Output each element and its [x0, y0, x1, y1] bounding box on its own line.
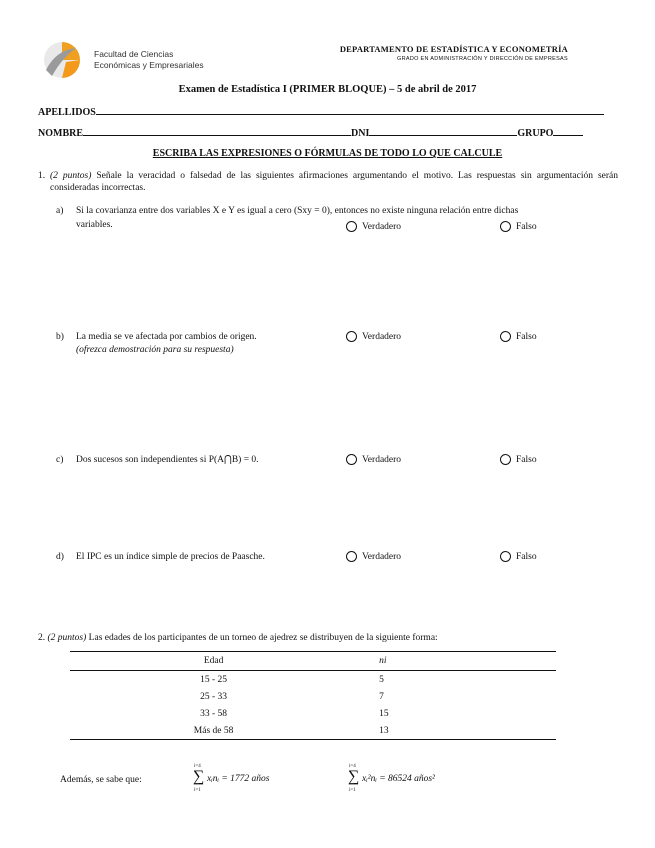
radio-icon[interactable]	[346, 331, 357, 342]
item-a-label: a)	[56, 206, 64, 216]
item-d-text: El IPC es un índice simple de precios de Paasche.	[76, 552, 265, 562]
item-a-text-line1: Si la covarianza entre dos variables X e Y es igual a cero (Sxy = 0), entonces no existe ninguna relación entre dichas	[76, 206, 519, 216]
faculty-logo-icon	[42, 40, 86, 80]
item-d	[56, 551, 346, 565]
sum-2-value: xᵢ²nᵢ = 86524 años²	[362, 774, 435, 784]
department-header	[340, 44, 568, 62]
item-c-option-false[interactable]	[500, 454, 537, 465]
radio-icon[interactable]	[500, 331, 511, 342]
option-false-label: Falso	[516, 221, 537, 232]
sum-upper-limit: i=4	[194, 764, 201, 769]
table-cell: 33 - 58	[200, 708, 228, 719]
instruction-heading: ESCRIBA LAS EXPRESIONES O FÓRMULAS DE TODO LO QUE CALCULE	[152, 148, 503, 159]
question-1-number: 1.	[38, 171, 46, 181]
item-a-option-true[interactable]	[346, 221, 401, 232]
question-2-number: 2.	[38, 633, 46, 643]
item-b	[56, 331, 356, 357]
item-b-label: b)	[56, 332, 64, 342]
option-false-label: Falso	[516, 331, 537, 342]
degree-name: GRADO EN ADMINISTRACIÓN Y DIRECCIÓN DE EMPRESAS	[397, 56, 568, 62]
table-cell: Más de 58	[70, 722, 357, 740]
option-true-label: Verdadero	[362, 454, 402, 465]
radio-icon[interactable]	[500, 221, 511, 232]
table-row	[70, 722, 556, 740]
table-row	[70, 688, 556, 705]
table-cell: 13	[357, 722, 556, 740]
item-d-option-true[interactable]	[346, 551, 401, 562]
item-d-label: d)	[56, 552, 64, 562]
age-table	[70, 651, 556, 740]
sigma-icon: ∑	[348, 768, 360, 785]
sigma-icon: ∑	[193, 768, 205, 785]
question-2	[38, 633, 438, 643]
grupo-label: GRUPO	[517, 128, 554, 139]
radio-icon[interactable]	[500, 454, 511, 465]
radio-icon[interactable]	[346, 221, 357, 232]
table-cell: 5	[379, 674, 384, 685]
apellidos-label: APELLIDOS	[38, 107, 96, 118]
item-b-text-line1: La media se ve afectada por cambios de origen.	[76, 332, 257, 342]
item-a-option-false[interactable]	[500, 221, 537, 232]
question-2-text: Las edades de los participantes de un torneo de ajedrez se distribuyen de la siguiente forma:	[88, 633, 438, 643]
option-true-label: Verdadero	[362, 331, 402, 342]
item-c-label: c)	[56, 455, 64, 465]
question-1-text: Señale la veracidad o falsedad de las siguientes afirmaciones argumentando el motivo. Las respuestas sin argumentación serán consideradas incorrectas.	[50, 171, 618, 193]
faculty-name-line1: Facultad de Ciencias	[94, 49, 174, 59]
item-b-text-line2: (ofrezca demostración para su respuesta)	[76, 345, 234, 355]
item-b-option-true[interactable]	[346, 331, 401, 342]
apellidos-field[interactable]	[38, 105, 604, 118]
also-known-label: Además, se sabe que:	[60, 775, 142, 785]
option-true-label: Verdadero	[362, 221, 402, 232]
radio-icon[interactable]	[346, 551, 357, 562]
question-1-points: (2 puntos)	[50, 171, 92, 181]
item-a	[56, 205, 622, 231]
table-row	[70, 705, 556, 722]
table-header-edad: Edad	[70, 652, 357, 671]
nombre-line[interactable]	[83, 126, 351, 136]
item-a-text-line2: variables.	[76, 220, 113, 230]
radio-icon[interactable]	[346, 454, 357, 465]
sum-upper-limit: i=4	[349, 764, 356, 769]
question-2-points: (2 puntos)	[47, 633, 87, 643]
table-cell: 15 - 25	[200, 674, 228, 685]
sum-lower-limit: i=1	[349, 788, 356, 793]
item-b-option-false[interactable]	[500, 331, 537, 342]
table-cell: 25 - 33	[200, 691, 228, 702]
faculty-name-line2: Económicas y Empresariales	[94, 60, 204, 70]
apellidos-line[interactable]	[96, 105, 604, 115]
table-cell: 15	[379, 708, 389, 719]
table-row	[70, 671, 556, 689]
dni-label: DNI	[351, 128, 370, 139]
department-name: DEPARTAMENTO DE ESTADÍSTICA Y ECONOMETRÍA	[339, 44, 568, 54]
nombre-label: NOMBRE	[38, 128, 83, 139]
exam-title: Examen de Estadística I (PRIMER BLOQUE) – 5 de abril de 2017	[178, 84, 477, 95]
question-1	[38, 170, 618, 194]
table-cell: 7	[379, 691, 384, 702]
table-header-ni: ni	[357, 652, 556, 671]
option-false-label: Falso	[516, 454, 537, 465]
grupo-line[interactable]	[553, 126, 583, 136]
nombre-field[interactable]	[38, 126, 583, 139]
option-false-label: Falso	[516, 551, 537, 562]
dni-line[interactable]	[369, 126, 517, 136]
item-d-option-false[interactable]	[500, 551, 537, 562]
item-c	[56, 454, 346, 468]
radio-icon[interactable]	[500, 551, 511, 562]
option-true-label: Verdadero	[362, 551, 402, 562]
faculty-logo	[42, 40, 242, 80]
sum-lower-limit: i=1	[194, 788, 201, 793]
sum-1-value: xᵢnᵢ = 1772 años	[207, 774, 270, 784]
item-c-text: Dos sucesos son independientes si P(A⋂B) = 0.	[76, 455, 259, 465]
item-c-option-true[interactable]	[346, 454, 401, 465]
